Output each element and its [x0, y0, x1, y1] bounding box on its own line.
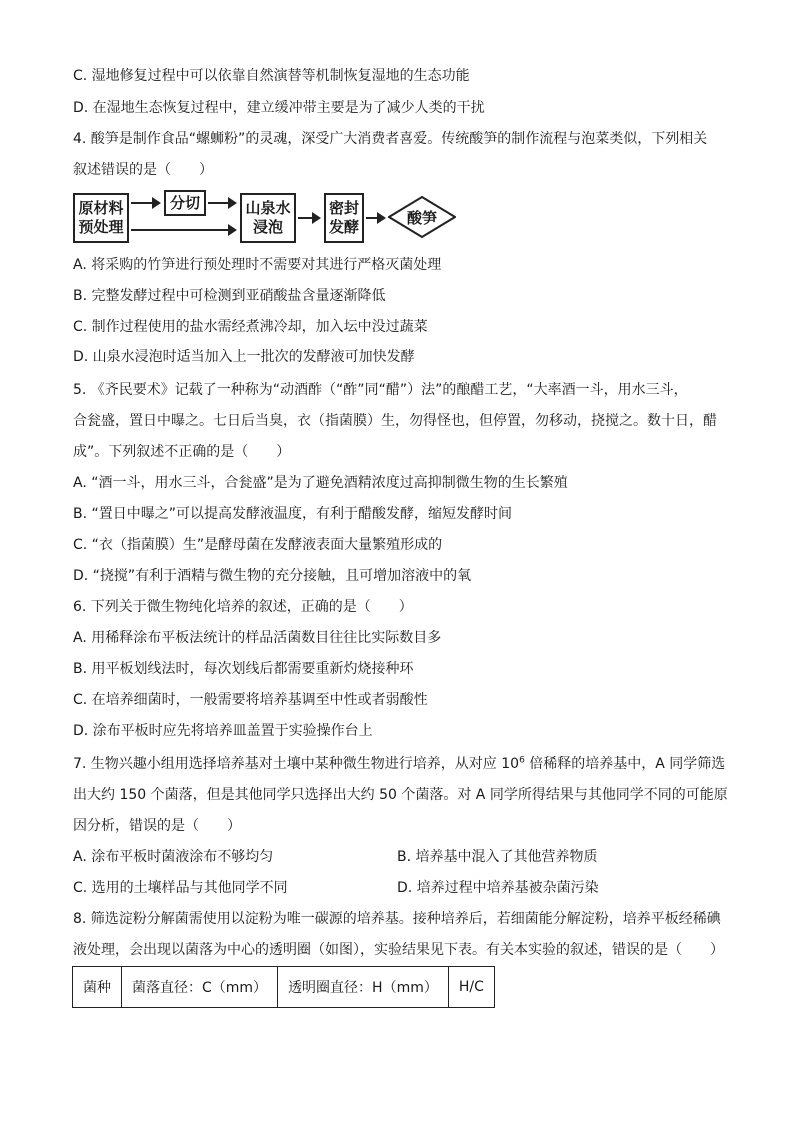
seal-label: 密封: [328, 199, 359, 217]
arrow-raw-to-soak: [131, 229, 235, 231]
q7-option-b: B. 培养基中混入了其他营养物质: [397, 849, 598, 865]
q5-option-a: A. “酒一斗，用水三斗，合瓮盛”是为了避免酒精浓度过高抑制微生物的生长繁殖: [73, 475, 568, 491]
spring-water-label: 山泉水: [245, 199, 291, 217]
raw-material-label: 原材料: [78, 199, 124, 217]
q5-stem-line1: 5. 《齐民要术》记载了一种称为“动酒酢（“酢”同“醋”）法”的酿醋工艺，“大率酒一斗，用水三斗，: [73, 382, 688, 398]
q5-option-c: C. “衣（指菌膜）生”是酵母菌在发酵液表面大量繁殖形成的: [73, 537, 443, 553]
table-header-row: [73, 967, 495, 1008]
ferment-label: 发酵: [328, 218, 359, 236]
table-header-halo-diameter: 透明圈直径：H（mm）: [278, 967, 449, 1008]
table-header-strain: 菌种: [73, 967, 122, 1008]
arrow-cut-to-soak: [208, 202, 235, 204]
q7-stem-part2: 倍稀释的培养基中，A 同学筛选: [524, 756, 726, 772]
q8-stem-line1: 8. 筛选淀粉分解菌需使用以淀粉为唯一碳源的培养基。接种培养后，若细菌能分解淀粉，培养平板经稀碘: [73, 911, 721, 927]
arrow-ferment-to-product: [366, 217, 384, 219]
q5-stem-line3: 成”。下列叙述不正确的是（ ）: [73, 444, 291, 460]
q5-stem-line2: 合瓮盛，置日中曝之。七日后当臭，衣（指菌膜）生，勿得怪也，但停置，勿移动，挠搅之。数十日，醋: [73, 413, 717, 429]
q8-stem-line2: 液处理，会出现以菌落为中心的透明圈（如图），实验结果见下表。有关本实验的叙述，错误的是（ ）: [73, 942, 724, 958]
table-header-ratio: H/C: [448, 967, 494, 1008]
q7-stem-line1: [73, 755, 725, 773]
q6-option-b: B. 用平板划线法时，每次划线后都需要重新灼烧接种环: [73, 661, 414, 677]
q6-option-c: C. 在培养细菌时，一般需要将培养基调至中性或者弱酸性: [73, 692, 428, 708]
q4-stem-line2: 叙述错误的是（ ）: [73, 162, 213, 178]
q5-option-d: D. “挠搅”有利于酒精与微生物的充分接触，且可增加溶液中的氧: [73, 568, 472, 584]
q6-option-a: A. 用稀释涂布平板法统计的样品活菌数目往往比实际数目多: [73, 630, 442, 646]
pretreatment-label: 预处理: [78, 218, 124, 236]
q4-option-d: D. 山泉水浸泡时适当加入上一批次的发酵液可加快发酵: [73, 349, 415, 365]
raw-material-box: [73, 193, 129, 243]
soak-box: [240, 193, 296, 243]
q4-option-c: C. 制作过程使用的盐水需经煮沸冷却，加入坛中没过蔬菜: [73, 319, 428, 335]
q3-option-c: C. 湿地修复过程中可以依靠自然演替等机制恢复湿地的生态功能: [73, 68, 470, 84]
soak-label: 浸泡: [252, 218, 283, 236]
cut-box: [164, 190, 206, 216]
q4-option-b: B. 完整发酵过程中可检测到亚硝酸盐含量逐渐降低: [73, 288, 386, 304]
arrow-soak-to-ferment: [298, 217, 319, 219]
q7-option-c: C. 选用的土壤样品与其他同学不同: [73, 880, 288, 896]
table-header-colony-diameter: 菌落直径：C（mm）: [122, 967, 278, 1008]
q8-results-table: [72, 966, 495, 1008]
product-diamond: [388, 196, 456, 238]
ferment-box: [324, 193, 364, 243]
q7-option-d: D. 培养过程中培养基被杂菌污染: [397, 880, 599, 896]
arrow-to-cut: [131, 202, 159, 204]
cut-label: 分切: [169, 193, 200, 212]
q7-stem-line2: 出大约 150 个菌落，但是其他同学只选择出大约 50 个菌落。对 A 同学所得结果与其他同学不同的可能原: [73, 787, 728, 803]
product-label: 酸笋: [406, 208, 437, 227]
q7-stem-line3: 因分析，错误的是（ ）: [73, 818, 241, 834]
q7-stem-part1: 7. 生物兴趣小组用选择培养基对土壤中某种微生物进行培养，从对应 10: [73, 756, 520, 772]
q3-option-d: D. 在湿地生态恢复过程中，建立缓冲带主要是为了减少人类的干扰: [73, 100, 485, 116]
q6-option-d: D. 涂布平板时应先将培养皿盖置于实验操作台上: [73, 723, 373, 739]
q4-stem-line1: 4. 酸笋是制作食品“螺蛳粉”的灵魂，深受广大消费者喜爱。传统酸笋的制作流程与泡菜类似，下列相关: [73, 131, 708, 147]
q7-exponent: 6: [519, 755, 525, 766]
q6-stem: 6. 下列关于微生物纯化培养的叙述，正确的是（ ）: [73, 599, 413, 615]
q5-option-b: B. “置日中曝之”可以提高发酵液温度，有利于醋酸发酵，缩短发酵时间: [73, 506, 513, 522]
q4-option-a: A. 将采购的竹笋进行预处理时不需要对其进行严格灭菌处理: [73, 257, 442, 273]
q7-option-a: A. 涂布平板时菌液涂布不够均匀: [73, 849, 274, 865]
